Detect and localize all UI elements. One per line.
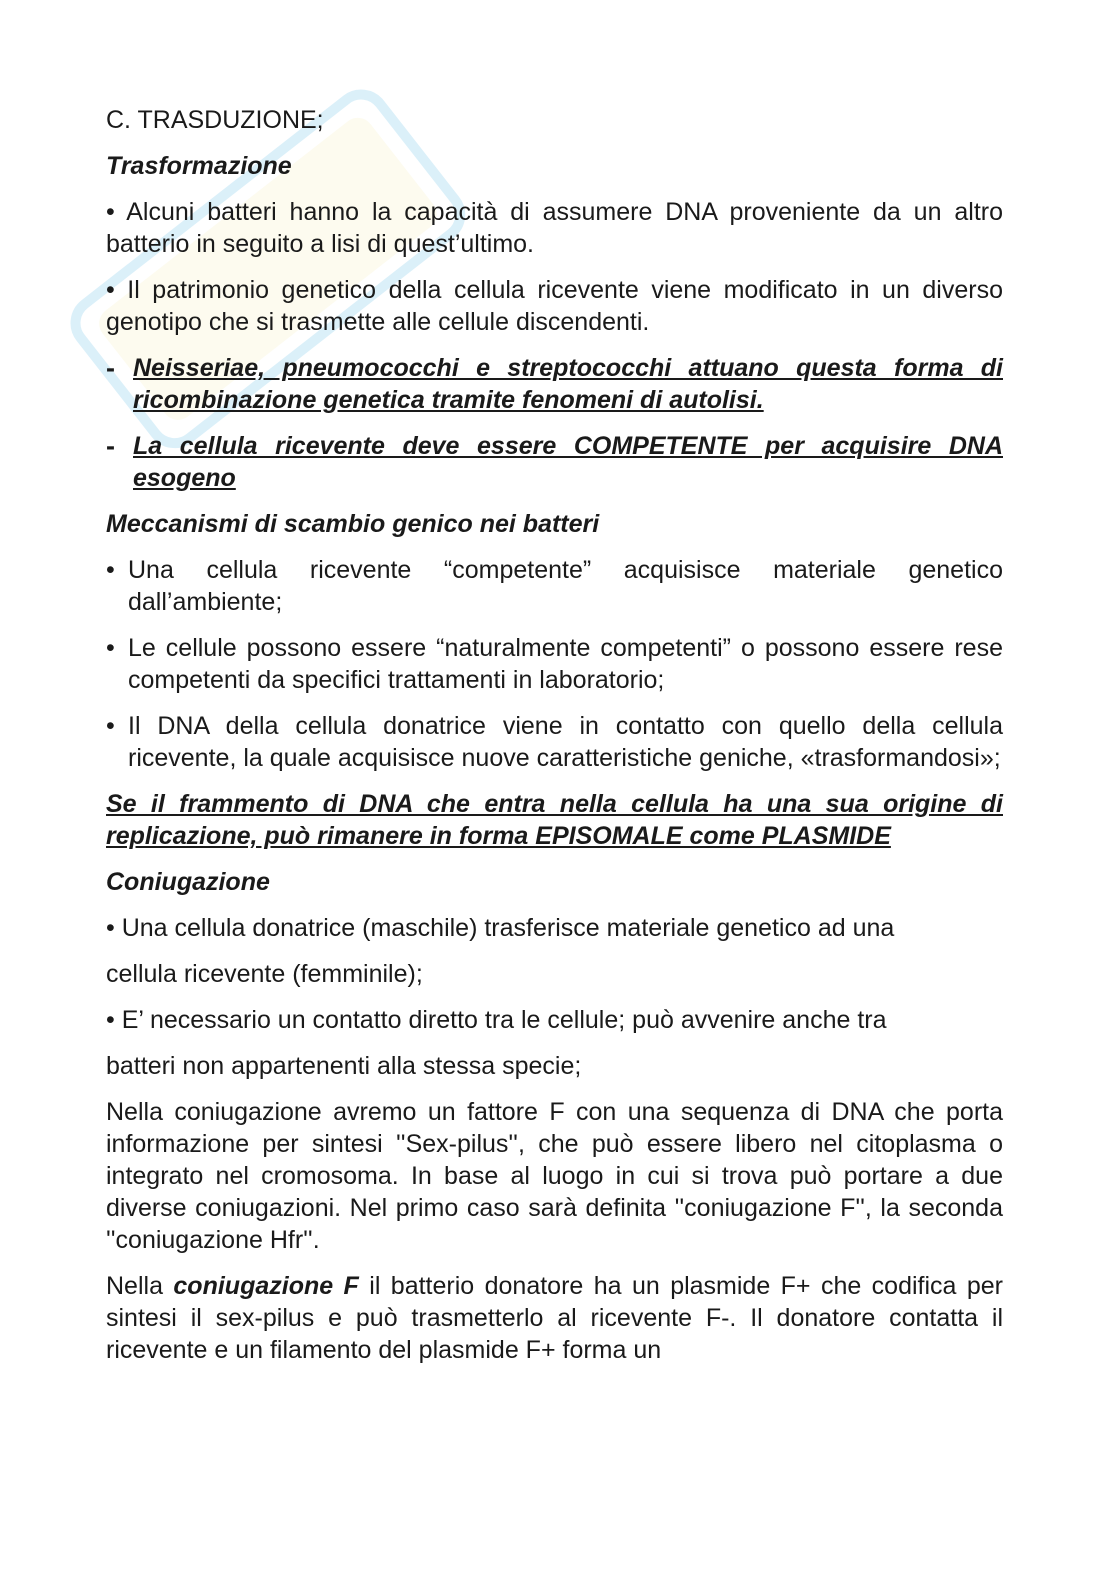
heading-meccanismi: Meccanismi di scambio genico nei batteri [106,510,600,538]
paragraph-trasformazione-2: • Il patrimonio genetico della cellula ricevente viene modificato in un diverso genotipo che si trasmette alle cellule discendenti. [106,276,1003,336]
bullet-text: Le cellule possono essere “naturalmente competenti” o possono essere rese competenti da specifici trattamenti in laboratorio; [128,634,1003,694]
section-header-trasduzione: C. TRASDUZIONE; [106,106,324,134]
paragraph-coniugazione-1: Nella coniugazione avremo un fattore F con una sequenza di DNA che porta informazione per sintesi ''Sex-pilus'', che può essere libero nel citoplasma o integrato nel cromosoma. In base al luogo in cui si trova può portare a due diverse coniugazioni. Nel primo caso sarà definita ''coniugazione F'', la seconda ''coniugazione Hfr''. [106,1098,1003,1254]
dash-item-competente [106,430,1003,494]
bullet-marker: • [106,556,115,584]
heading-coniugazione: Coniugazione [106,868,270,896]
bullet-item [106,632,1003,696]
paragraph-episomale [106,788,1003,852]
bullet-marker: • [106,634,115,662]
dash-item-autolisi [106,352,1003,416]
bullet-text: Il DNA della cellula donatrice viene in contatto con quello della cellula ricevente, la quale acquisisce nuove caratteristiche geniche, «trasformandosi»; [128,712,1003,772]
heading-trasformazione: Trasformazione [106,152,292,180]
paragraph-trasformazione-1: • Alcuni batteri hanno la capacità di assumere DNA proveniente da un altro batterio in seguito a lisi di quest’ultimo. [106,198,1003,258]
bullet-marker: • [106,712,115,740]
dash-marker: - [106,353,115,383]
coniugazione-f-term: coniugazione F [173,1272,359,1300]
bullet-text: Una cellula ricevente “competente” acquisisce materiale genetico dall’ambiente; [128,556,1003,616]
coniugazione-line-4: batteri non appartenenti alla stessa specie; [106,1052,582,1080]
dash-text-autolisi: Neisseriae, pneumococchi e streptococchi attuano questa forma di ricombinazione genetica tramite fenomeni di autolisi. [133,354,1003,414]
coniugazione-line-2: cellula ricevente (femminile); [106,960,423,988]
bullet-item [106,710,1003,774]
episomale-text: Se il frammento di DNA che entra nella cellula ha una sua origine di replicazione, può rimanere in forma EPISOMALE come PLASMIDE [106,790,1003,850]
dash-marker: - [106,431,115,461]
coniugazione-line-1: • Una cellula donatrice (maschile) trasferisce materiale genetico ad una [106,914,895,942]
paragraph-coniugazione-2 [106,1270,1003,1366]
dash-text-competente: La cellula ricevente deve essere COMPETENTE per acquisire DNA esogeno [133,432,1003,492]
coniugazione-2-rest: il batterio donatore ha un plasmide F+ che codifica per sintesi il sex-pilus e può trasmetterlo al ricevente F-. Il donatore contatta il ricevente e un filamento del plasmide F+ forma un [106,1272,1004,1364]
document-page [106,104,1003,1380]
coniugazione-2-lead: Nella [106,1272,174,1300]
coniugazione-line-3: • E’ necessario un contatto diretto tra le cellule; può avvenire anche tra [106,1006,887,1034]
bullet-item [106,554,1003,618]
